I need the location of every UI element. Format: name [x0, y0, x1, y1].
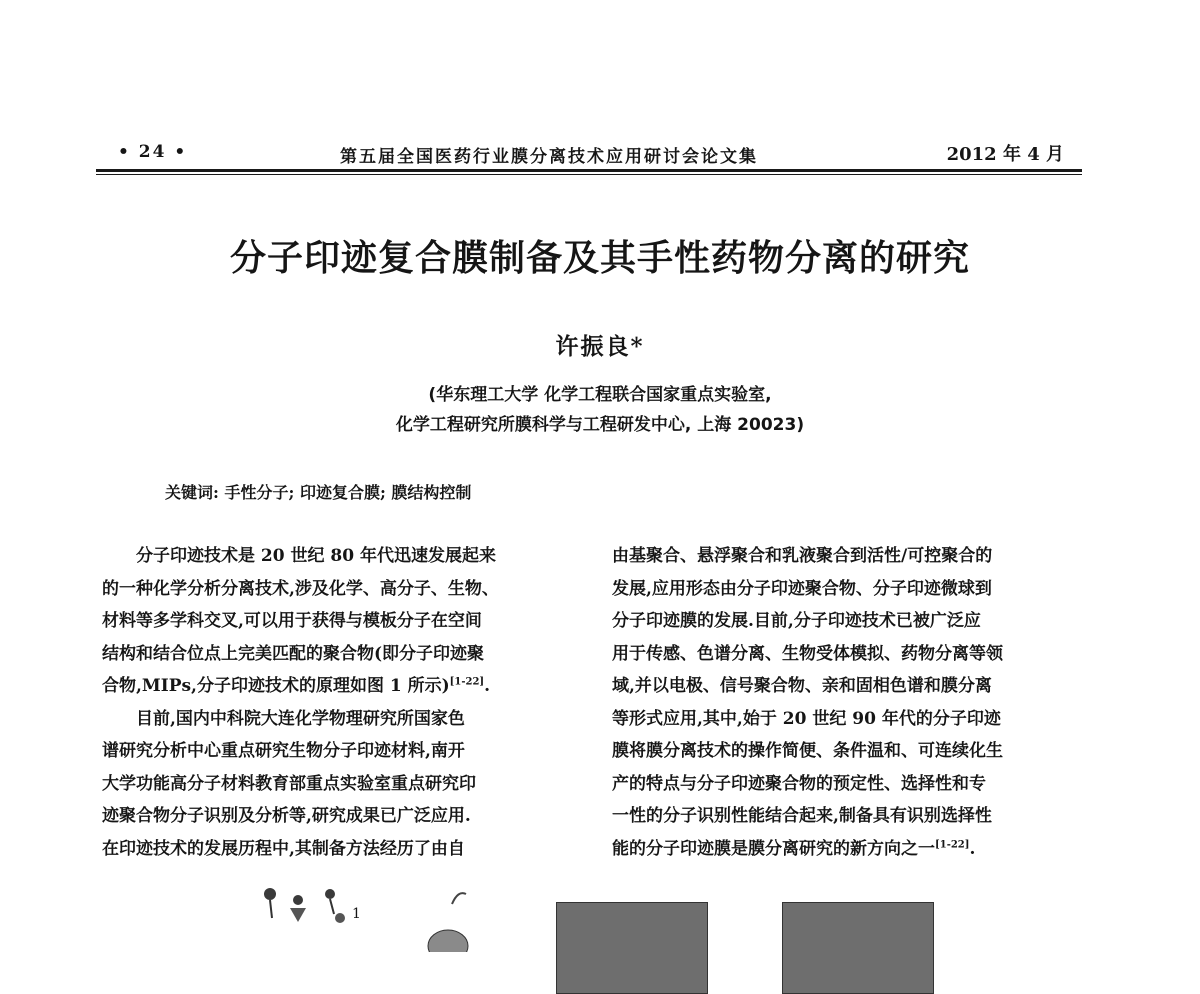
- text-line: 域,并以电极、信号聚合物、亲和固相色谱和膜分离: [612, 676, 992, 696]
- text-line: 一性的分子识别性能结合起来,制备具有识别选择性: [612, 806, 992, 826]
- text-line: 用于传感、色谱分离、生物受体模拟、药物分离等领: [612, 643, 1003, 664]
- molecule-ball: [335, 913, 345, 923]
- text-line: 的一种化学分析分离技术,涉及化学、高分子、生物、: [102, 578, 499, 599]
- molecule-cone: [290, 908, 306, 922]
- header-rule-thin: [96, 174, 1082, 175]
- text-line: 在印迹技术的发展历程中,其制备方法经历了由自: [102, 838, 465, 859]
- text-line: 分子印迹膜的发展.目前,分子印迹技术已被广泛应: [612, 611, 981, 631]
- body-column-left: [102, 540, 577, 865]
- body-column-right: [612, 540, 1090, 865]
- figure-1: [0, 880, 1200, 952]
- page-number: • 24 •: [118, 142, 188, 162]
- molecule-ball: [325, 889, 335, 899]
- author: 许振良*: [555, 333, 645, 360]
- text-fragment: 合物,MIPs,分子印迹技术的原理如图 1 所示): [102, 676, 450, 696]
- text-line: 分子印迹技术是 20 世纪 80 年代迅速发展起来: [102, 546, 496, 566]
- text-line: 由基聚合、悬浮聚合和乳液聚合到活性/可控聚合的: [612, 546, 993, 566]
- text-fragment: .: [484, 676, 491, 696]
- paper-title: 分子印迹复合膜制备及其手性药物分离的研究: [229, 238, 970, 279]
- affiliation-line-2: 化学工程研究所膜科学与工程研发中心, 上海 20023): [395, 415, 805, 435]
- text-line: 等形式应用,其中,始于 20 世纪 90 年代的分子印迹: [612, 708, 1001, 729]
- text-line: 材料等多学科交叉,可以用于获得与模板分子在空间: [102, 611, 482, 631]
- text-line: [102, 670, 577, 703]
- affiliation-line-1: (华东理工大学 化学工程联合国家重点实验室,: [428, 385, 772, 405]
- molecule-stick: [330, 899, 334, 914]
- membrane-photo-1: [556, 902, 708, 994]
- text-line: 产的特点与分子印迹聚合物的预定性、选择性和专: [612, 773, 986, 794]
- text-line: 大学功能高分子材料教育部重点实验室重点研究印: [102, 773, 476, 794]
- figure-label: 1: [352, 906, 361, 922]
- running-header: [96, 140, 1082, 167]
- text-line: [612, 833, 1090, 866]
- keywords: 关键词: 手性分子; 印迹复合膜; 膜结构控制: [165, 483, 472, 502]
- text-line: 迹聚合物分子识别及分析等,研究成果已广泛应用.: [102, 806, 471, 826]
- citation: [1-22]: [449, 676, 485, 688]
- molecule-ball: [293, 895, 303, 905]
- text-line: 谱研究分析中心重点研究生物分子印迹材料,南开: [102, 741, 465, 761]
- header-rule-thick: [96, 169, 1082, 172]
- text-fragment: .: [969, 838, 976, 859]
- journal-title: 第五届全国医药行业膜分离技术应用研讨会论文集: [340, 147, 758, 167]
- text-line: 结构和结合位点上完美匹配的聚合物(即分子印迹聚: [102, 643, 485, 664]
- membrane-photo-2: [782, 902, 934, 994]
- text-line: 目前,国内中科院大连化学物理研究所国家色: [102, 708, 465, 729]
- molecule-stick: [270, 900, 272, 918]
- citation: [1-22]: [935, 838, 970, 850]
- molecule-diagram: [0, 880, 540, 952]
- template-dome: [428, 930, 468, 952]
- text-fragment: 能的分子印迹膜是膜分离研究的新方向之一: [612, 838, 935, 859]
- molecule-ball: [264, 888, 276, 900]
- text-line: 发展,应用形态由分子印迹聚合物、分子印迹微球到: [612, 578, 992, 599]
- text-line: 膜将膜分离技术的操作简便、条件温和、可连续化生: [612, 741, 1003, 761]
- issue-date: 2012 年 4 月: [946, 144, 1064, 165]
- molecule-stick: [452, 893, 466, 904]
